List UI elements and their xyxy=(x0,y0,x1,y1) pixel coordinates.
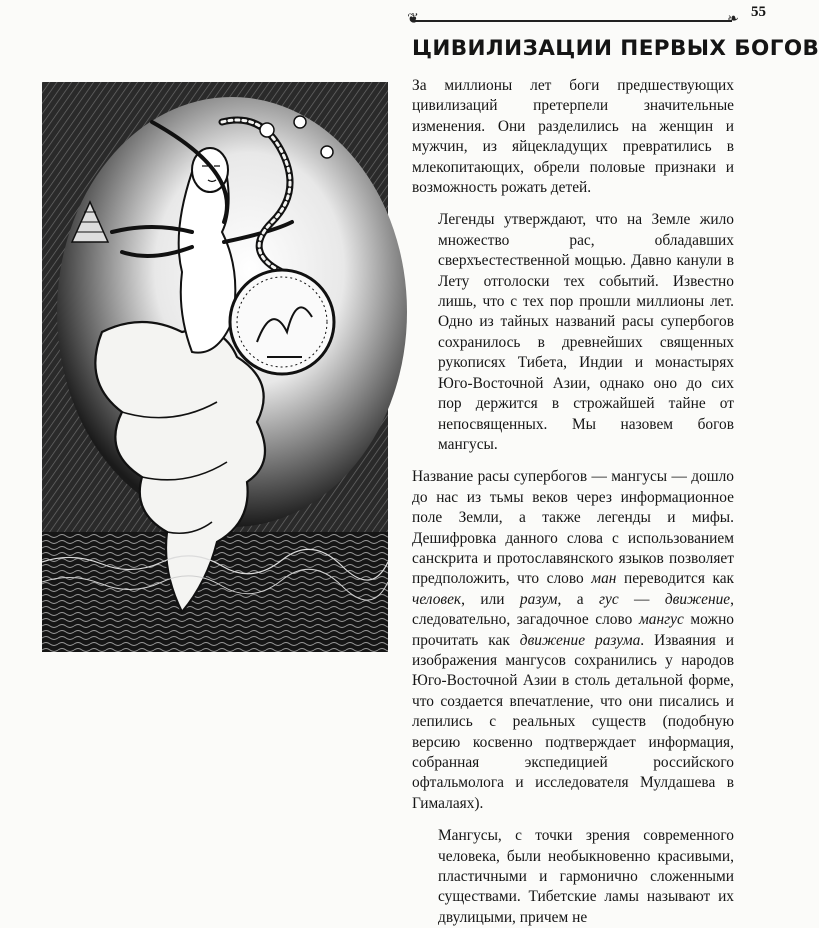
chapter-title: ЦИВИЛИЗАЦИИ ПЕРВЫХ БОГОВ xyxy=(412,36,819,61)
text-span: — xyxy=(618,590,665,608)
text-span: переводится как xyxy=(616,570,735,588)
paragraph-4: Мангусы, с точки зрения современного человека, были необыкновенно красивыми, пластичными и гармонично сложенными существами. Тибетские ламы называют их двулицыми, причем не xyxy=(438,827,734,926)
text-span: , а xyxy=(557,590,599,608)
term-dvizhenie-razuma: движение разума xyxy=(519,631,641,649)
ornament-right-icon: ❧ xyxy=(727,12,739,27)
term-man: ман xyxy=(591,570,617,588)
term-dvizhenie: движение xyxy=(664,590,731,608)
term-gus: гус xyxy=(598,590,619,608)
term-mangus: мангус xyxy=(638,611,684,629)
deity-illustration-icon xyxy=(42,82,388,652)
text-span: , следовательно, загадочное слово xyxy=(412,590,734,629)
page-number: 55 xyxy=(751,4,766,20)
text-span: Название расы супербогов — мангусы — дошло до нас из тьмы веков через информационное поле Земли, а также легенды и мифы. Дешифровка данного слова с использованием санскрита и протославянского языков позволяет предположить, что слово xyxy=(412,468,734,588)
text-span: , или xyxy=(461,590,520,608)
text-span: можно прочитать как xyxy=(412,611,734,649)
body-text xyxy=(412,76,734,928)
ornament-left-icon: ❦ xyxy=(407,12,419,27)
paragraph-1: За миллионы лет боги предшествующих цивилизаций претерпели значительные изменения. Они разделились на женщин и мужчин, из яйцекладущих превратились в млекопитающих, обрели половые признаки и возможность рожать детей. xyxy=(412,77,734,197)
term-razum: разум xyxy=(519,590,558,608)
paragraph-2: Легенды утверждают, что на Земле жило множество рас, обладавших сверхъестественной мощью. Давно канули в Лету отголоски тех событий. Известно лишь, что с тех пор прошли миллионы лет. Одно из тайных названий расы супербогов сохранилось в древнейших священных рукописях Тибета, Индии и монастырях Юго-Восточной Азии, однако оно до сих пор держится в строжайшей тайне от непосвященных. Мы назовем богов мангусы. xyxy=(438,211,734,453)
header-rule xyxy=(412,20,732,22)
text-span: . Изваяния и изображения мангусов сохранились у народов Юго-Восточной Азии в столь детальной форме, что создается впечатление, что они писались и лепились с реальных существ (подобную версию косвенно подтверждает информация, собранная экспедицией российского офтальмолога и исследователя Мулдашева в Гималаях). xyxy=(412,631,735,812)
paragraph-3 xyxy=(412,467,734,814)
term-chelovek: человек xyxy=(412,590,462,608)
